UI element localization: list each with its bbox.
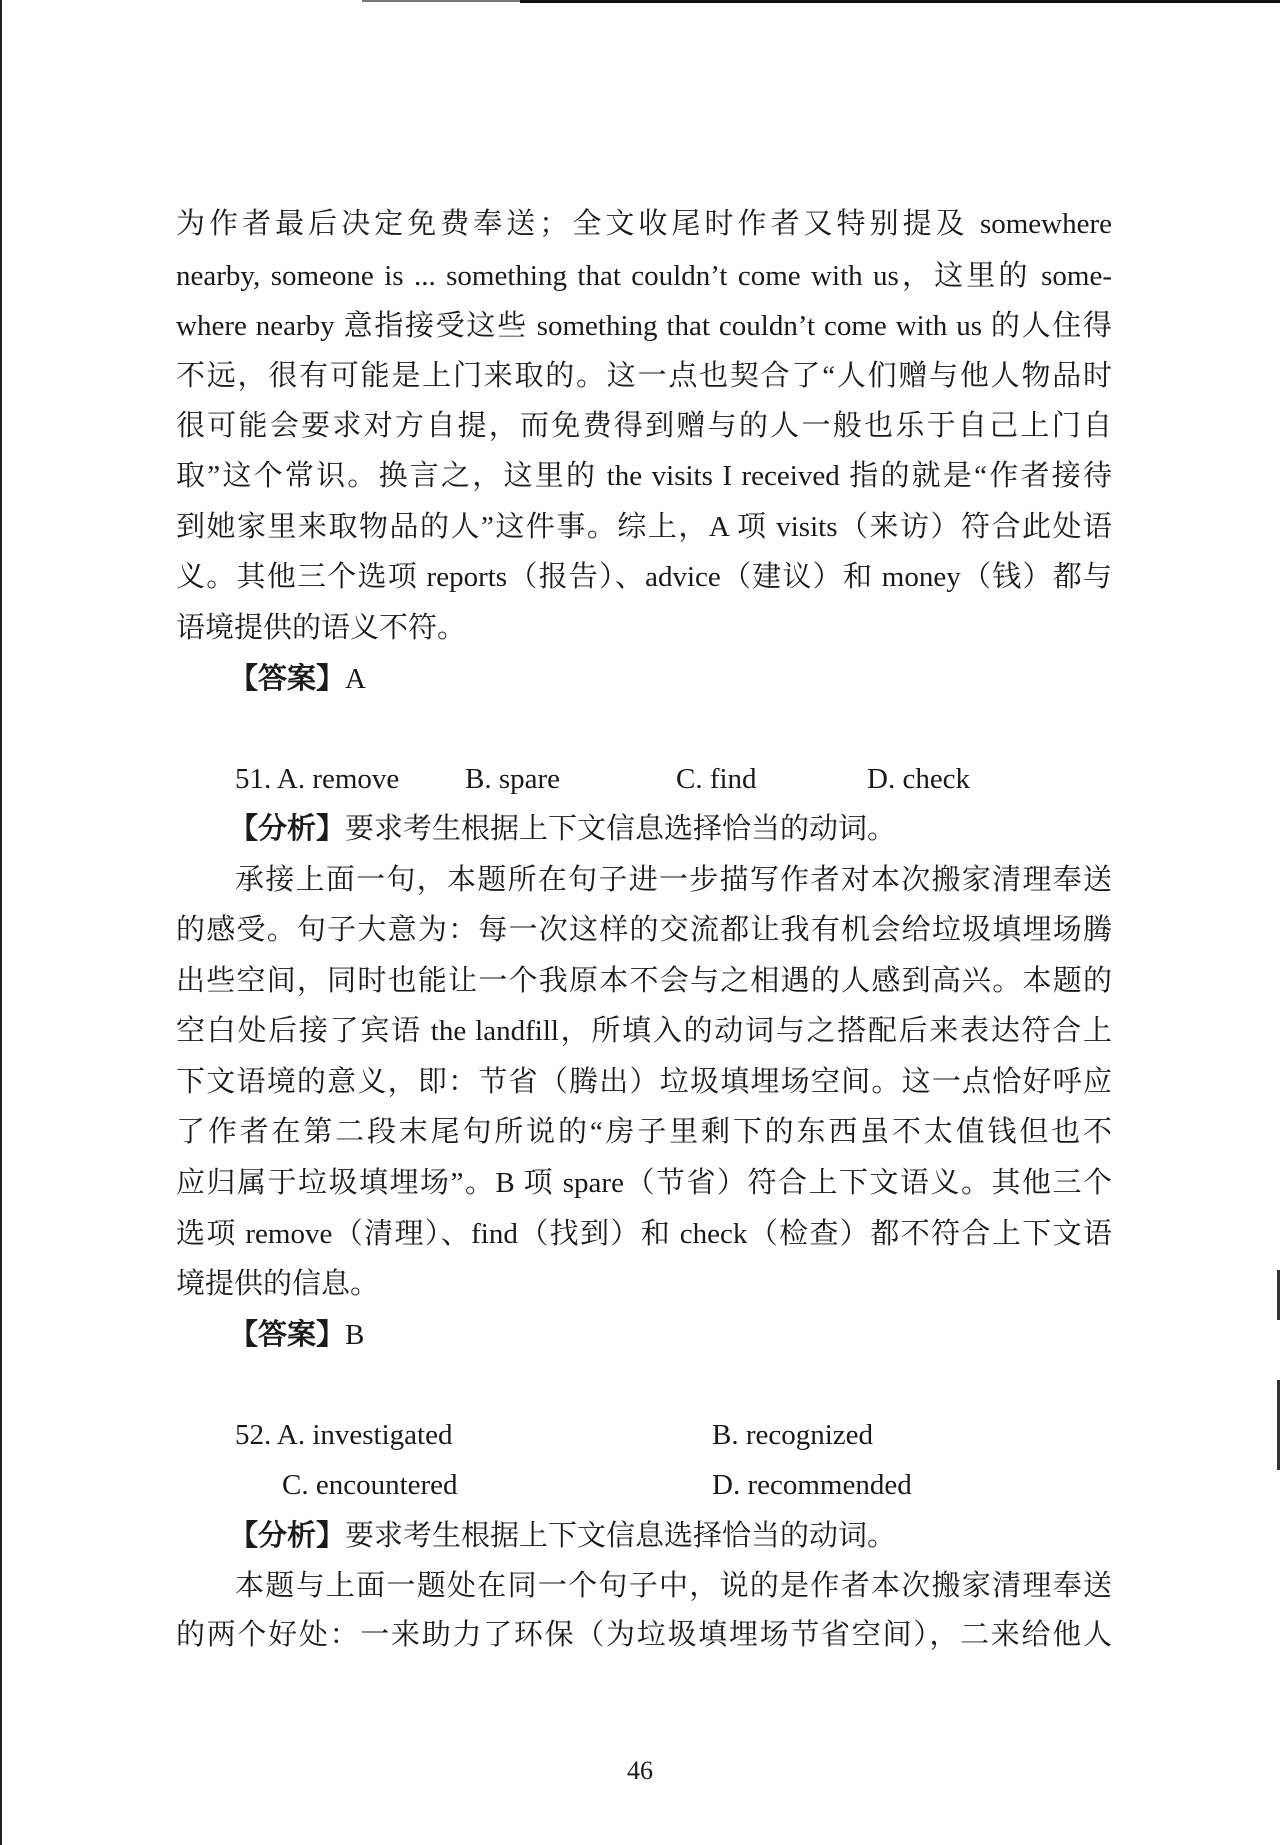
text-line: 的两个好处：一来助力了环保（为垃圾填埋场节省空间），二来给他人 — [176, 1619, 1112, 1651]
answer-label: 【答案】 — [229, 1319, 346, 1351]
text-line: 不远，很有可能是上门来取的。这一点也契合了“人们赠与他人物品时 — [176, 360, 1112, 392]
scan-border-top — [520, 0, 1280, 3]
answer-value: A — [345, 663, 366, 695]
text-line: 境提供的信息。 — [176, 1268, 380, 1300]
text-line: where nearby 意指接受这些 something that couldn’t come with us 的人住得 — [176, 310, 1112, 342]
option-d: D. check — [867, 763, 971, 795]
page-number: 46 — [627, 1756, 653, 1785]
answer-line — [229, 1317, 1165, 1353]
text-line: 承接上面一句，本题所在句子进一步描写作者对本次搬家清理奉送 — [235, 864, 1112, 896]
text-line: 选项 remove（清理）、find（找到）和 check（检查）都不符合上下文语 — [176, 1218, 1112, 1250]
analysis-label: 【分析】 — [229, 813, 346, 845]
text-line: 了作者在第二段末尾句所说的“房子里剩下的东西虽不太值钱但也不 — [176, 1116, 1112, 1148]
text-line: 到她家里来取物品的人”这件事。综上，A 项 visits（来访）符合此处语 — [176, 511, 1112, 543]
option-b: B. recognized — [712, 1419, 874, 1451]
text-line: 很可能会要求对方自提，而免费得到赠与的人一般也乐于自己上门自 — [176, 410, 1112, 442]
analysis-line — [229, 811, 1165, 847]
option-b: B. spare — [465, 763, 561, 795]
answer-label: 【答案】 — [229, 663, 346, 695]
option-a: 52. A. investigated — [235, 1419, 453, 1451]
answer-line — [229, 661, 1165, 697]
text-line: 本题与上面一题处在同一个句子中，说的是作者本次搬家清理奉送 — [235, 1570, 1112, 1602]
text-line: 取”这个常识。换言之，这里的 the visits I received 指的就是“作者接待 — [176, 460, 1112, 492]
analysis-label: 【分析】 — [229, 1520, 346, 1552]
analysis-text: 要求考生根据上下文信息选择恰当的动词。 — [345, 813, 897, 845]
answer-value: B — [345, 1319, 365, 1351]
text-line: 为作者最后决定免费奉送；全文收尾时作者又特别提及 somewhere — [176, 208, 1112, 240]
scan-border-left — [0, 0, 2, 1845]
text-line: nearby, someone is ... something that couldn’t come with us，这里的 some- — [176, 260, 1112, 292]
option-d: D. recommended — [712, 1469, 912, 1501]
text-line: 义。其他三个选项 reports（报告）、advice（建议）和 money（钱）都与 — [176, 561, 1112, 593]
analysis-line — [229, 1518, 1165, 1554]
text-line: 空白处后接了宾语 the landfill，所填入的动词与之搭配后来表达符合上 — [176, 1015, 1112, 1047]
text-line: 出些空间，同时也能让一个我原本不会与之相遇的人感到高兴。本题的 — [176, 965, 1112, 997]
analysis-text: 要求考生根据上下文信息选择恰当的动词。 — [345, 1520, 897, 1552]
text-line: 下文语境的意义，即：节省（腾出）垃圾填埋场空间。这一点恰好呼应 — [176, 1066, 1112, 1098]
option-c: C. encountered — [282, 1469, 458, 1501]
option-c: C. find — [676, 763, 757, 795]
text-line: 的感受。句子大意为：每一次这样的交流都让我有机会给垃圾填埋场腾 — [176, 914, 1112, 946]
text-line: 语境提供的语义不符。 — [176, 612, 467, 644]
scan-border-top — [362, 0, 522, 2]
option-a: 51. A. remove — [235, 763, 400, 795]
text-line: 应归属于垃圾填埋场”。B 项 spare（节省）符合上下文语义。其他三个 — [176, 1167, 1112, 1199]
